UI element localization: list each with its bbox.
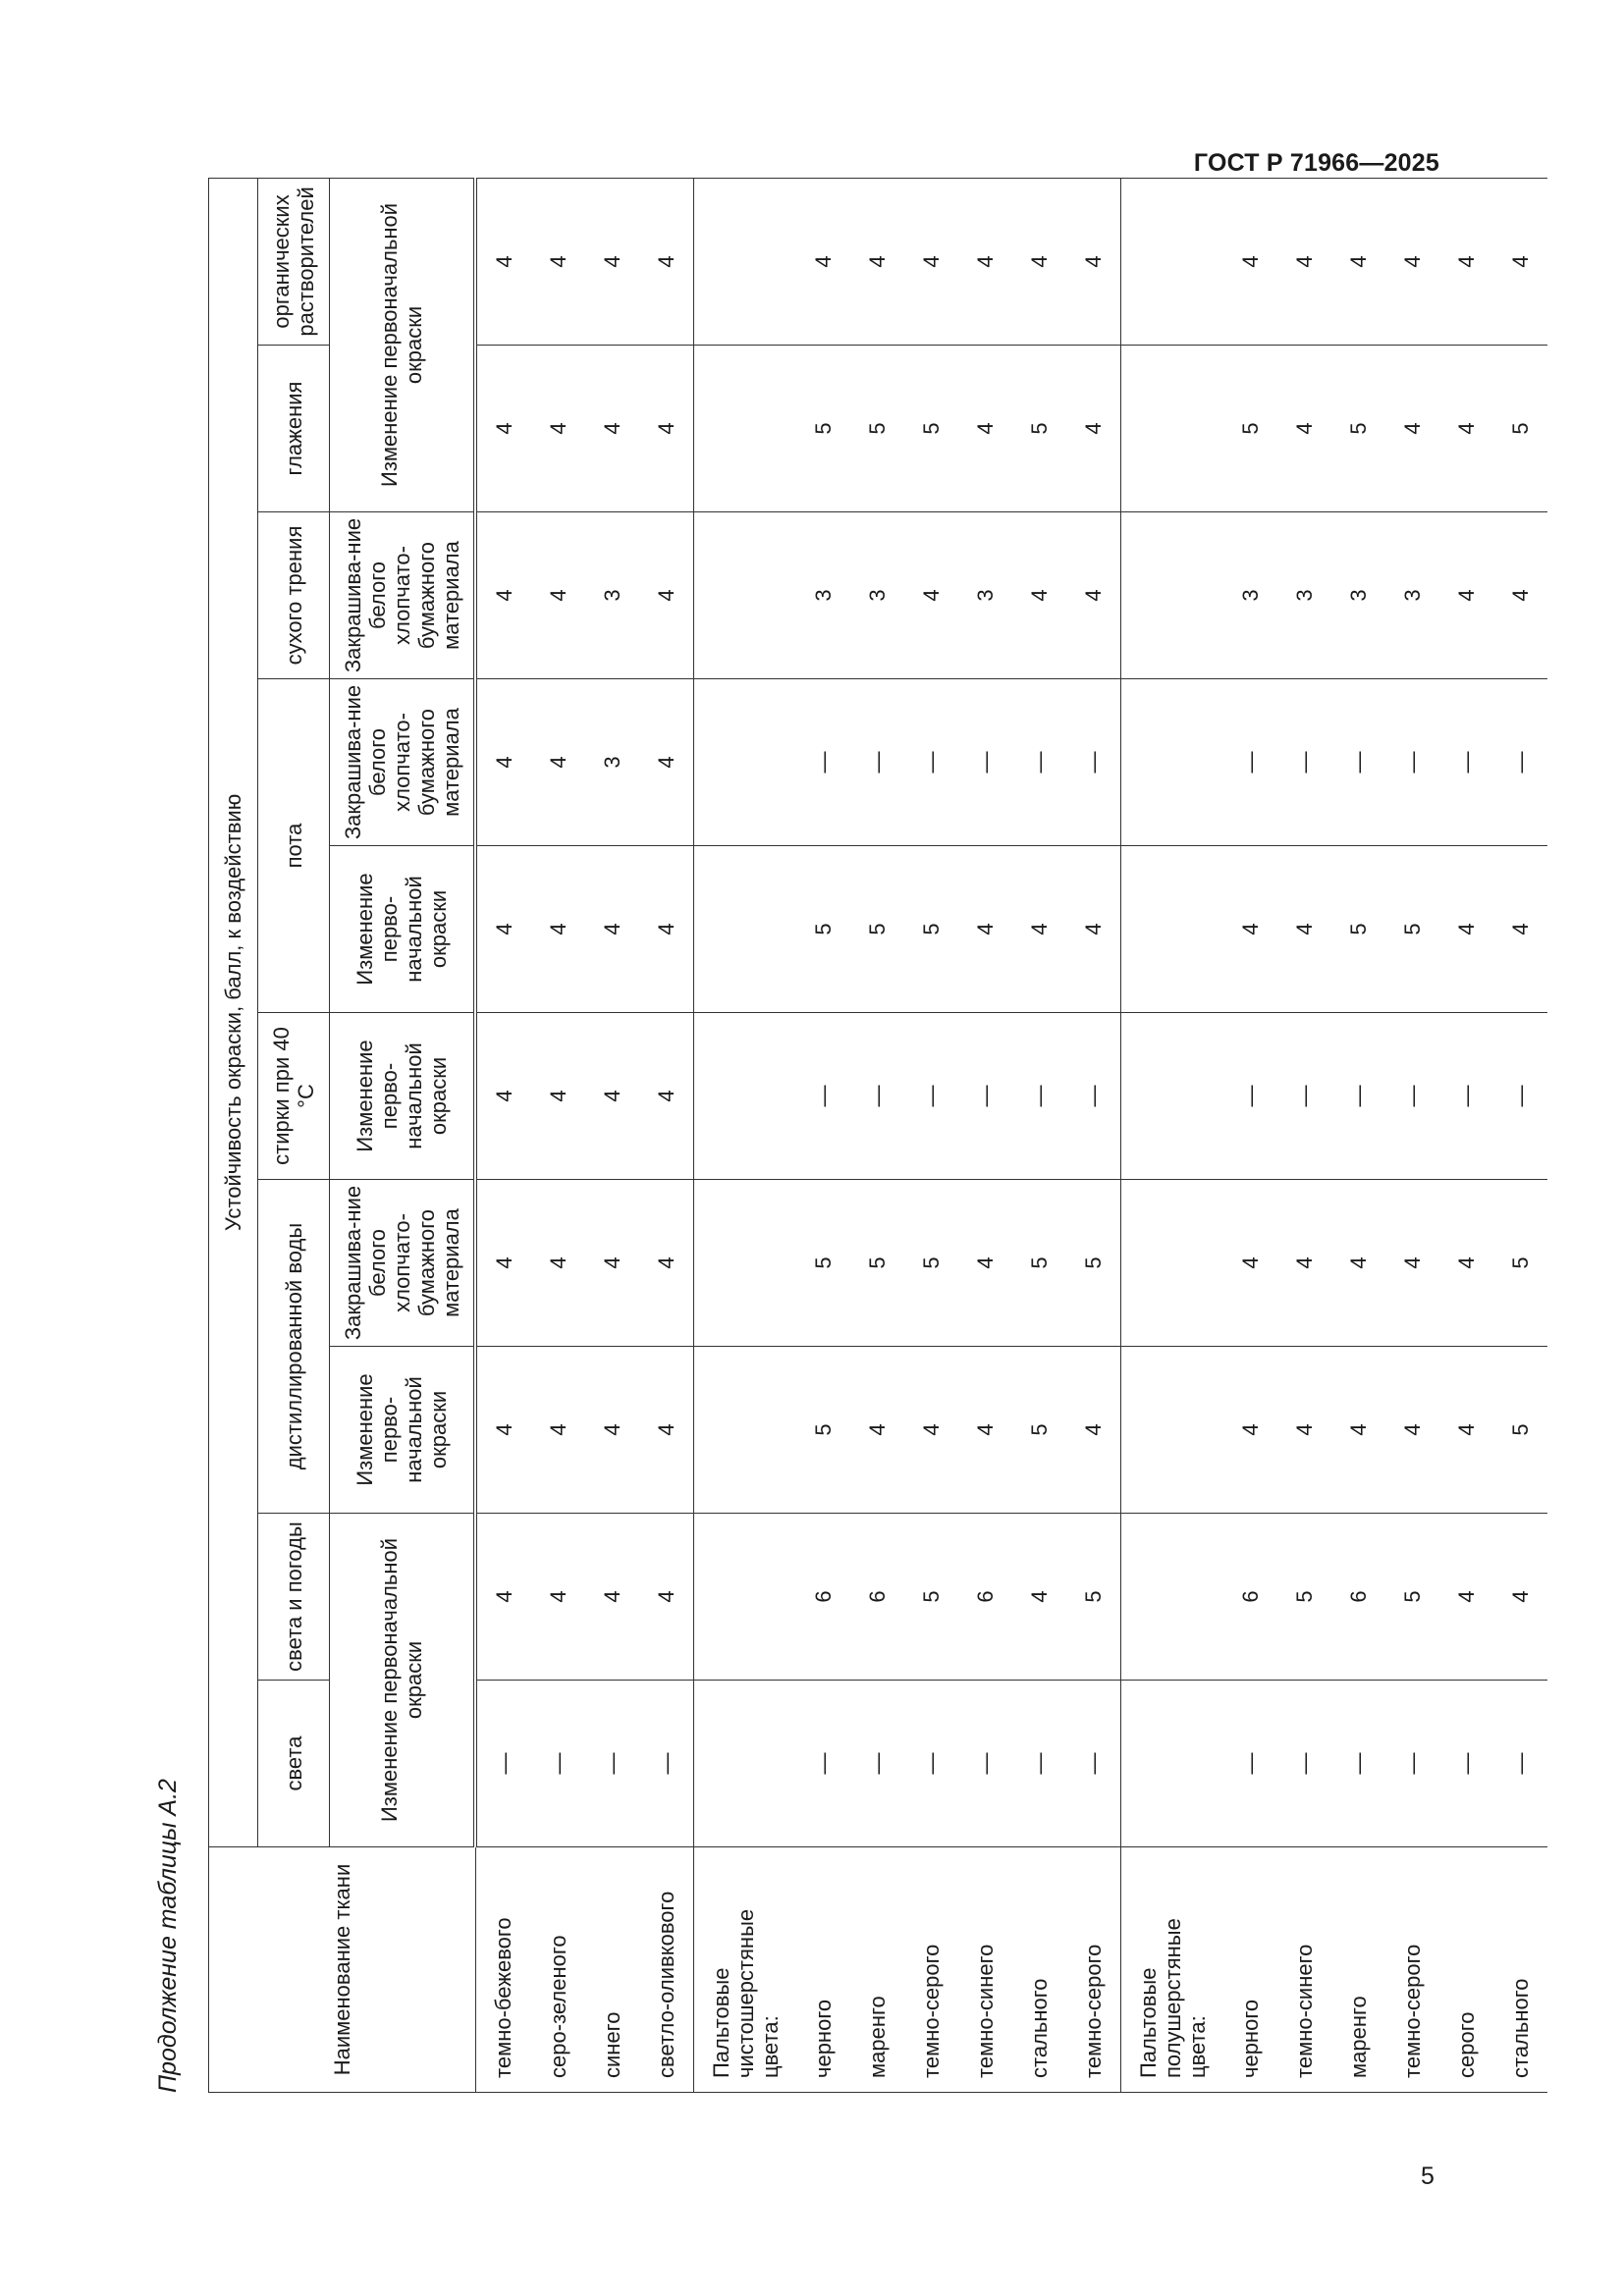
- cell-solvents: 4: [1385, 178, 1439, 345]
- cell-sweat-stain: —: [1385, 679, 1439, 846]
- cell-ironing: 4: [958, 346, 1012, 512]
- cell-light: —: [796, 1681, 850, 1847]
- table-row: [531, 178, 585, 2092]
- cell-water-change: 4: [1066, 1347, 1121, 1514]
- page-number: 5: [1421, 2163, 1435, 2190]
- cell-water-change: 4: [1277, 1347, 1331, 1514]
- cell-ironing: 5: [904, 346, 958, 512]
- cell-sweat-change: 4: [639, 846, 694, 1013]
- cell-water-change: 4: [904, 1347, 958, 1514]
- cell-light: —: [1277, 1681, 1331, 1847]
- cell-water-stain: 4: [1331, 1180, 1385, 1347]
- cell-ironing: 4: [475, 346, 531, 512]
- cell-light-weather: 5: [1066, 1514, 1121, 1681]
- cell-wash: —: [1223, 1013, 1277, 1180]
- cell-sweat-change: 5: [1385, 846, 1439, 1013]
- cell-sweat-change: 4: [1066, 846, 1121, 1013]
- cell-sweat-stain: —: [1012, 679, 1066, 846]
- cell-light-weather: 4: [1439, 1514, 1493, 1681]
- cell-light-weather: 4: [639, 1514, 694, 1681]
- cell-water-stain: 5: [850, 1180, 904, 1347]
- table-row: [475, 178, 531, 2092]
- cell-wash: —: [1331, 1013, 1385, 1180]
- cell-ironing: 4: [639, 346, 694, 512]
- cell-water-change: 5: [1493, 1347, 1547, 1514]
- fabric-name: маренго: [1331, 1847, 1385, 2093]
- cell-ironing: 5: [850, 346, 904, 512]
- cell-water-stain: 4: [531, 1180, 585, 1347]
- cell-wash: 4: [639, 1013, 694, 1180]
- subheader-change-water: Изменение перво-начальной окраски: [330, 1347, 476, 1514]
- cell-sweat-change: 4: [958, 846, 1012, 1013]
- subheader-change-iron-solvents: Изменение первоначальной окраски: [330, 178, 476, 511]
- header-fabric-name: Наименование ткани: [209, 1847, 476, 2093]
- cell-water-change: 4: [639, 1347, 694, 1514]
- cell-sweat-change: 5: [1331, 846, 1385, 1013]
- cell-sweat-change: 4: [1493, 846, 1547, 1013]
- cell-light: —: [1493, 1681, 1547, 1847]
- cell-light-weather: 6: [1223, 1514, 1277, 1681]
- cell-solvents: 4: [1439, 178, 1493, 345]
- table-row: [1439, 178, 1493, 2092]
- cell-sweat-stain: —: [1493, 679, 1547, 846]
- cell-dry-rub: 4: [531, 512, 585, 679]
- cell-light-weather: 4: [475, 1514, 531, 1681]
- fabric-name: темно-бежевого: [475, 1847, 531, 2093]
- subheader-stain-rub: Закрашива-ние белого хлопчато-бумажного материала: [330, 512, 476, 679]
- fabric-name: маренго: [850, 1847, 904, 2093]
- table-row: [958, 178, 1012, 2092]
- fabric-name: серого: [1439, 1847, 1493, 2093]
- cell-water-stain: 4: [1277, 1180, 1331, 1347]
- cell-water-change: 4: [958, 1347, 1012, 1514]
- cell-dry-rub: 3: [958, 512, 1012, 679]
- group-heading-row: [694, 178, 797, 2092]
- cell-dry-rub: 4: [1066, 512, 1121, 679]
- cell-dry-rub: 4: [904, 512, 958, 679]
- cell-light: —: [904, 1681, 958, 1847]
- cell-water-change: 4: [1331, 1347, 1385, 1514]
- cell-ironing: 5: [796, 346, 850, 512]
- cell-water-stain: 5: [1012, 1180, 1066, 1347]
- cell-water-stain: 4: [958, 1180, 1012, 1347]
- cell-dry-rub: 3: [1223, 512, 1277, 679]
- cell-sweat-change: 5: [850, 846, 904, 1013]
- fabric-name: темно-серого: [1385, 1847, 1439, 2093]
- table-row: [639, 178, 694, 2092]
- header-light: света: [258, 1681, 330, 1847]
- table-row: [585, 178, 639, 2092]
- cell-wash: 4: [475, 1013, 531, 1180]
- cell-sweat-change: 4: [531, 846, 585, 1013]
- cell-solvents: 4: [639, 178, 694, 345]
- cell-dry-rub: 4: [1493, 512, 1547, 679]
- cell-light: —: [850, 1681, 904, 1847]
- cell-solvents: 4: [1331, 178, 1385, 345]
- cell-solvents: 4: [1066, 178, 1121, 345]
- cell-solvents: 4: [958, 178, 1012, 345]
- cell-light-weather: 4: [1493, 1514, 1547, 1681]
- header-sweat: пота: [258, 679, 330, 1013]
- cell-light-weather: 5: [904, 1514, 958, 1681]
- cell-sweat-stain: —: [904, 679, 958, 846]
- fabric-name: черного: [796, 1847, 850, 2093]
- cell-sweat-stain: 4: [639, 679, 694, 846]
- cell-ironing: 5: [1012, 346, 1066, 512]
- cell-light: —: [1331, 1681, 1385, 1847]
- cell-wash: —: [1493, 1013, 1547, 1180]
- header-distilled-water: дистиллированной воды: [258, 1180, 330, 1514]
- cell-sweat-stain: —: [958, 679, 1012, 846]
- table-row: [1385, 178, 1439, 2092]
- group-title: Пальтовые чистошерстяные цвета:: [694, 1847, 797, 2093]
- cell-water-change: 5: [796, 1347, 850, 1514]
- header-light-weather: света и погоды: [258, 1514, 330, 1681]
- fabric-name: синего: [585, 1847, 639, 2093]
- cell-light: —: [1012, 1681, 1066, 1847]
- fabric-name: темно-серого: [1066, 1847, 1121, 2093]
- cell-water-change: 4: [850, 1347, 904, 1514]
- header-solvents: органических растворителей: [258, 178, 330, 345]
- cell-sweat-stain: —: [1439, 679, 1493, 846]
- table-row: [1493, 178, 1547, 2092]
- cell-ironing: 5: [1493, 346, 1547, 512]
- cell-wash: 4: [585, 1013, 639, 1180]
- cell-water-stain: 5: [796, 1180, 850, 1347]
- cell-ironing: 5: [1331, 346, 1385, 512]
- fabric-name: черного: [1223, 1847, 1277, 2093]
- cell-ironing: 4: [1439, 346, 1493, 512]
- cell-water-change: 4: [585, 1347, 639, 1514]
- cell-light-weather: 6: [796, 1514, 850, 1681]
- cell-solvents: 4: [475, 178, 531, 345]
- cell-ironing: 4: [1066, 346, 1121, 512]
- cell-light-weather: 5: [1385, 1514, 1439, 1681]
- cell-sweat-change: 5: [904, 846, 958, 1013]
- cell-sweat-stain: 4: [475, 679, 531, 846]
- cell-water-stain: 4: [1223, 1180, 1277, 1347]
- cell-dry-rub: 4: [475, 512, 531, 679]
- header-wash-40: стирки при 40 °С: [258, 1013, 330, 1180]
- cell-dry-rub: 3: [1385, 512, 1439, 679]
- fabric-name: темно-синего: [958, 1847, 1012, 2093]
- cell-dry-rub: 3: [585, 512, 639, 679]
- cell-sweat-stain: —: [796, 679, 850, 846]
- group-title: Пальтовые полушерстяные цвета:: [1121, 1847, 1224, 2093]
- table-row: [1277, 178, 1331, 2092]
- cell-wash: —: [1277, 1013, 1331, 1180]
- cell-sweat-change: 4: [1439, 846, 1493, 1013]
- rotated-table-block: [154, 187, 1533, 2093]
- table-caption: Продолжение таблицы А.2: [154, 1779, 182, 2093]
- cell-light: —: [1439, 1681, 1493, 1847]
- cell-dry-rub: 3: [1277, 512, 1331, 679]
- table-row: [1012, 178, 1066, 2092]
- cell-solvents: 4: [1223, 178, 1277, 345]
- cell-wash: 4: [531, 1013, 585, 1180]
- cell-sweat-stain: —: [1223, 679, 1277, 846]
- table-row: [1223, 178, 1277, 2092]
- table-row: [904, 178, 958, 2092]
- cell-water-stain: 4: [1439, 1180, 1493, 1347]
- cell-sweat-stain: —: [1331, 679, 1385, 846]
- cell-sweat-change: 4: [1012, 846, 1066, 1013]
- cell-dry-rub: 4: [639, 512, 694, 679]
- cell-ironing: 4: [531, 346, 585, 512]
- cell-light: —: [639, 1681, 694, 1847]
- fabric-name: серо-зеленого: [531, 1847, 585, 2093]
- cell-light-weather: 6: [958, 1514, 1012, 1681]
- cell-solvents: 4: [1012, 178, 1066, 345]
- cell-water-change: 4: [1439, 1347, 1493, 1514]
- cell-light-weather: 5: [1277, 1514, 1331, 1681]
- cell-wash: —: [1385, 1013, 1439, 1180]
- cell-light: —: [531, 1681, 585, 1847]
- cell-sweat-change: 5: [796, 846, 850, 1013]
- table-row: [796, 178, 850, 2092]
- cell-ironing: 4: [1277, 346, 1331, 512]
- cell-light-weather: 4: [1012, 1514, 1066, 1681]
- cell-wash: —: [958, 1013, 1012, 1180]
- cell-light-weather: 6: [1331, 1514, 1385, 1681]
- cell-light: —: [1066, 1681, 1121, 1847]
- cell-light: —: [958, 1681, 1012, 1847]
- cell-sweat-change: 4: [1223, 846, 1277, 1013]
- cell-water-stain: 5: [1493, 1180, 1547, 1347]
- cell-solvents: 4: [531, 178, 585, 345]
- subheader-stain-water: Закрашива-ние белого хлопчато-бумажного материала: [330, 1180, 476, 1347]
- cell-light-weather: 4: [531, 1514, 585, 1681]
- cell-light: —: [475, 1681, 531, 1847]
- cell-water-stain: 4: [475, 1180, 531, 1347]
- cell-water-change: 4: [531, 1347, 585, 1514]
- subheader-change-sweat: Изменение перво-начальной окраски: [330, 846, 476, 1013]
- cell-wash: —: [850, 1013, 904, 1180]
- cell-wash: —: [796, 1013, 850, 1180]
- cell-dry-rub: 3: [1331, 512, 1385, 679]
- cell-solvents: 4: [585, 178, 639, 345]
- cell-light: —: [1385, 1681, 1439, 1847]
- cell-light: —: [585, 1681, 639, 1847]
- cell-ironing: 4: [585, 346, 639, 512]
- cell-water-change: 4: [1223, 1347, 1277, 1514]
- cell-sweat-stain: 3: [585, 679, 639, 846]
- cell-light-weather: 6: [850, 1514, 904, 1681]
- cell-sweat-change: 4: [1277, 846, 1331, 1013]
- cell-light: —: [1223, 1681, 1277, 1847]
- colorfastness-table: [208, 178, 1547, 2093]
- cell-ironing: 4: [1385, 346, 1439, 512]
- cell-solvents: 4: [1493, 178, 1547, 345]
- header-fastness-group: Устойчивость окраски, балл, к воздействию: [209, 178, 258, 1846]
- cell-water-stain: 5: [904, 1180, 958, 1347]
- cell-ironing: 5: [1223, 346, 1277, 512]
- cell-solvents: 4: [1277, 178, 1331, 345]
- table-row: [850, 178, 904, 2092]
- cell-water-change: 4: [1385, 1347, 1439, 1514]
- subheader-stain-sweat: Закрашива-ние белого хлопчато-бумажного материала: [330, 679, 476, 846]
- cell-solvents: 4: [850, 178, 904, 345]
- cell-solvents: 4: [904, 178, 958, 345]
- cell-sweat-change: 4: [585, 846, 639, 1013]
- cell-water-stain: 5: [1066, 1180, 1121, 1347]
- subheader-change-wash: Изменение перво-начальной окраски: [330, 1013, 476, 1180]
- cell-solvents: 4: [796, 178, 850, 345]
- cell-water-stain: 4: [1385, 1180, 1439, 1347]
- cell-dry-rub: 4: [1012, 512, 1066, 679]
- fabric-name: темно-синего: [1277, 1847, 1331, 2093]
- standard-id-header: ГОСТ Р 71966—2025: [1193, 149, 1439, 177]
- cell-wash: —: [904, 1013, 958, 1180]
- cell-sweat-stain: —: [1277, 679, 1331, 846]
- header-dry-rub: сухого трения: [258, 512, 330, 679]
- cell-water-stain: 4: [585, 1180, 639, 1347]
- cell-wash: —: [1012, 1013, 1066, 1180]
- cell-dry-rub: 4: [1439, 512, 1493, 679]
- cell-water-change: 4: [475, 1347, 531, 1514]
- cell-dry-rub: 3: [850, 512, 904, 679]
- fabric-name: светло-оливкового: [639, 1847, 694, 2093]
- cell-sweat-stain: —: [1066, 679, 1121, 846]
- cell-sweat-stain: —: [850, 679, 904, 846]
- group-heading-row: [1121, 178, 1224, 2092]
- fabric-name: темно-серого: [904, 1847, 958, 2093]
- cell-sweat-stain: 4: [531, 679, 585, 846]
- cell-sweat-change: 4: [475, 846, 531, 1013]
- cell-water-stain: 4: [639, 1180, 694, 1347]
- table-row: [1331, 178, 1385, 2092]
- cell-water-change: 5: [1012, 1347, 1066, 1514]
- cell-wash: —: [1439, 1013, 1493, 1180]
- cell-dry-rub: 3: [796, 512, 850, 679]
- header-ironing: глажения: [258, 346, 330, 512]
- cell-light-weather: 4: [585, 1514, 639, 1681]
- fabric-name: стального: [1493, 1847, 1547, 2093]
- fabric-name: стального: [1012, 1847, 1066, 2093]
- table-row: [1066, 178, 1121, 2092]
- subheader-change-light: Изменение первоначальной окраски: [330, 1514, 476, 1847]
- cell-wash: —: [1066, 1013, 1121, 1180]
